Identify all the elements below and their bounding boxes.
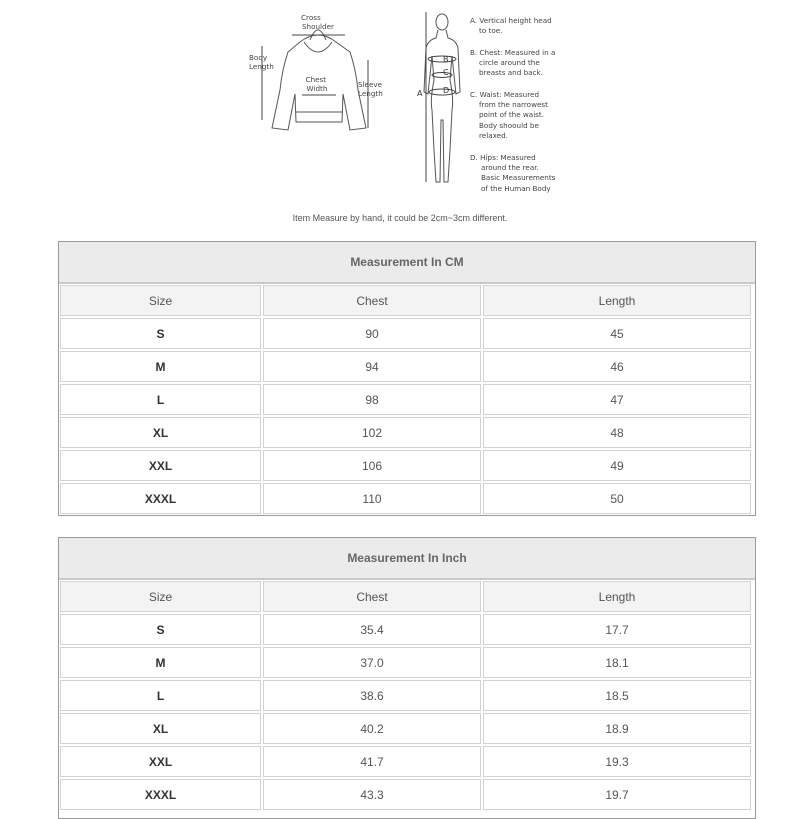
size-table-inch xyxy=(58,537,756,819)
length-cell: 50 xyxy=(483,483,751,514)
table-row xyxy=(59,350,755,383)
size-cell: XXXL xyxy=(60,483,261,514)
marker-a: A xyxy=(417,89,423,98)
body-sketch xyxy=(424,14,460,182)
size-cell: XXL xyxy=(60,450,261,481)
length-cell: 46 xyxy=(483,351,751,382)
table-row xyxy=(59,745,755,778)
table-header-row xyxy=(59,284,755,317)
table-title: Measurement In CM xyxy=(59,242,755,284)
measurement-diagram xyxy=(0,0,800,232)
header-size: Size xyxy=(60,285,261,316)
marker-c: C xyxy=(443,68,449,77)
header-length: Length xyxy=(483,285,751,316)
table-row xyxy=(59,778,755,811)
size-cell: L xyxy=(60,680,261,711)
size-cell: XXL xyxy=(60,746,261,777)
note-d: D. Hips: Measured around the rear. Basic Measurements of the Human Body xyxy=(470,153,556,193)
sleeve-length-label: Sleeve Length xyxy=(358,80,383,98)
body-measure-lines xyxy=(426,12,456,182)
length-cell: 47 xyxy=(483,384,751,415)
size-table-cm xyxy=(58,241,756,516)
header-chest: Chest xyxy=(263,581,481,612)
table-row xyxy=(59,679,755,712)
table-title: Measurement In Inch xyxy=(59,538,755,580)
size-cell: XL xyxy=(60,713,261,744)
length-cell: 19.3 xyxy=(483,746,751,777)
length-cell: 18.1 xyxy=(483,647,751,678)
chest-cell: 110 xyxy=(263,483,481,514)
table-row xyxy=(59,449,755,482)
body-length-label: Body Length xyxy=(249,53,274,71)
size-cell: M xyxy=(60,351,261,382)
marker-b: B xyxy=(443,55,449,64)
chest-cell: 35.4 xyxy=(263,614,481,645)
marker-d: D xyxy=(443,86,450,95)
chest-cell: 98 xyxy=(263,384,481,415)
table-row xyxy=(59,416,755,449)
note-a: A. Vertical height head to toe. xyxy=(470,16,552,35)
cross-shoulder-label: Cross Shoulder xyxy=(301,13,335,31)
size-cell: M xyxy=(60,647,261,678)
chest-cell: 94 xyxy=(263,351,481,382)
length-cell: 17.7 xyxy=(483,614,751,645)
table-row xyxy=(59,317,755,350)
chest-cell: 40.2 xyxy=(263,713,481,744)
chest-cell: 43.3 xyxy=(263,779,481,810)
length-cell: 19.7 xyxy=(483,779,751,810)
table-row xyxy=(59,646,755,679)
chest-cell: 41.7 xyxy=(263,746,481,777)
table-row xyxy=(59,613,755,646)
size-cell: S xyxy=(60,614,261,645)
measurement-note: Item Measure by hand, it could be 2cm~3cm different. xyxy=(292,213,508,223)
size-cell: XXXL xyxy=(60,779,261,810)
chest-cell: 37.0 xyxy=(263,647,481,678)
size-cell: S xyxy=(60,318,261,349)
table-row xyxy=(59,712,755,745)
length-cell: 49 xyxy=(483,450,751,481)
length-cell: 18.9 xyxy=(483,713,751,744)
header-length: Length xyxy=(483,581,751,612)
chest-cell: 102 xyxy=(263,417,481,448)
size-cell: L xyxy=(60,384,261,415)
length-cell: 18.5 xyxy=(483,680,751,711)
table-row xyxy=(59,383,755,416)
size-cell: XL xyxy=(60,417,261,448)
note-b: B. Chest: Measured in a circle around the breasts and back. xyxy=(470,48,556,77)
table-header-row xyxy=(59,580,755,613)
header-size: Size xyxy=(60,581,261,612)
table-row xyxy=(59,482,755,515)
length-cell: 48 xyxy=(483,417,751,448)
length-cell: 45 xyxy=(483,318,751,349)
chest-cell: 90 xyxy=(263,318,481,349)
chest-width-label: Chest Width xyxy=(305,75,328,93)
header-chest: Chest xyxy=(263,285,481,316)
chest-cell: 106 xyxy=(263,450,481,481)
note-c: C. Waist: Measured from the narrowest point of the waist. Body shoould be relaxed. xyxy=(470,90,548,140)
chest-cell: 38.6 xyxy=(263,680,481,711)
